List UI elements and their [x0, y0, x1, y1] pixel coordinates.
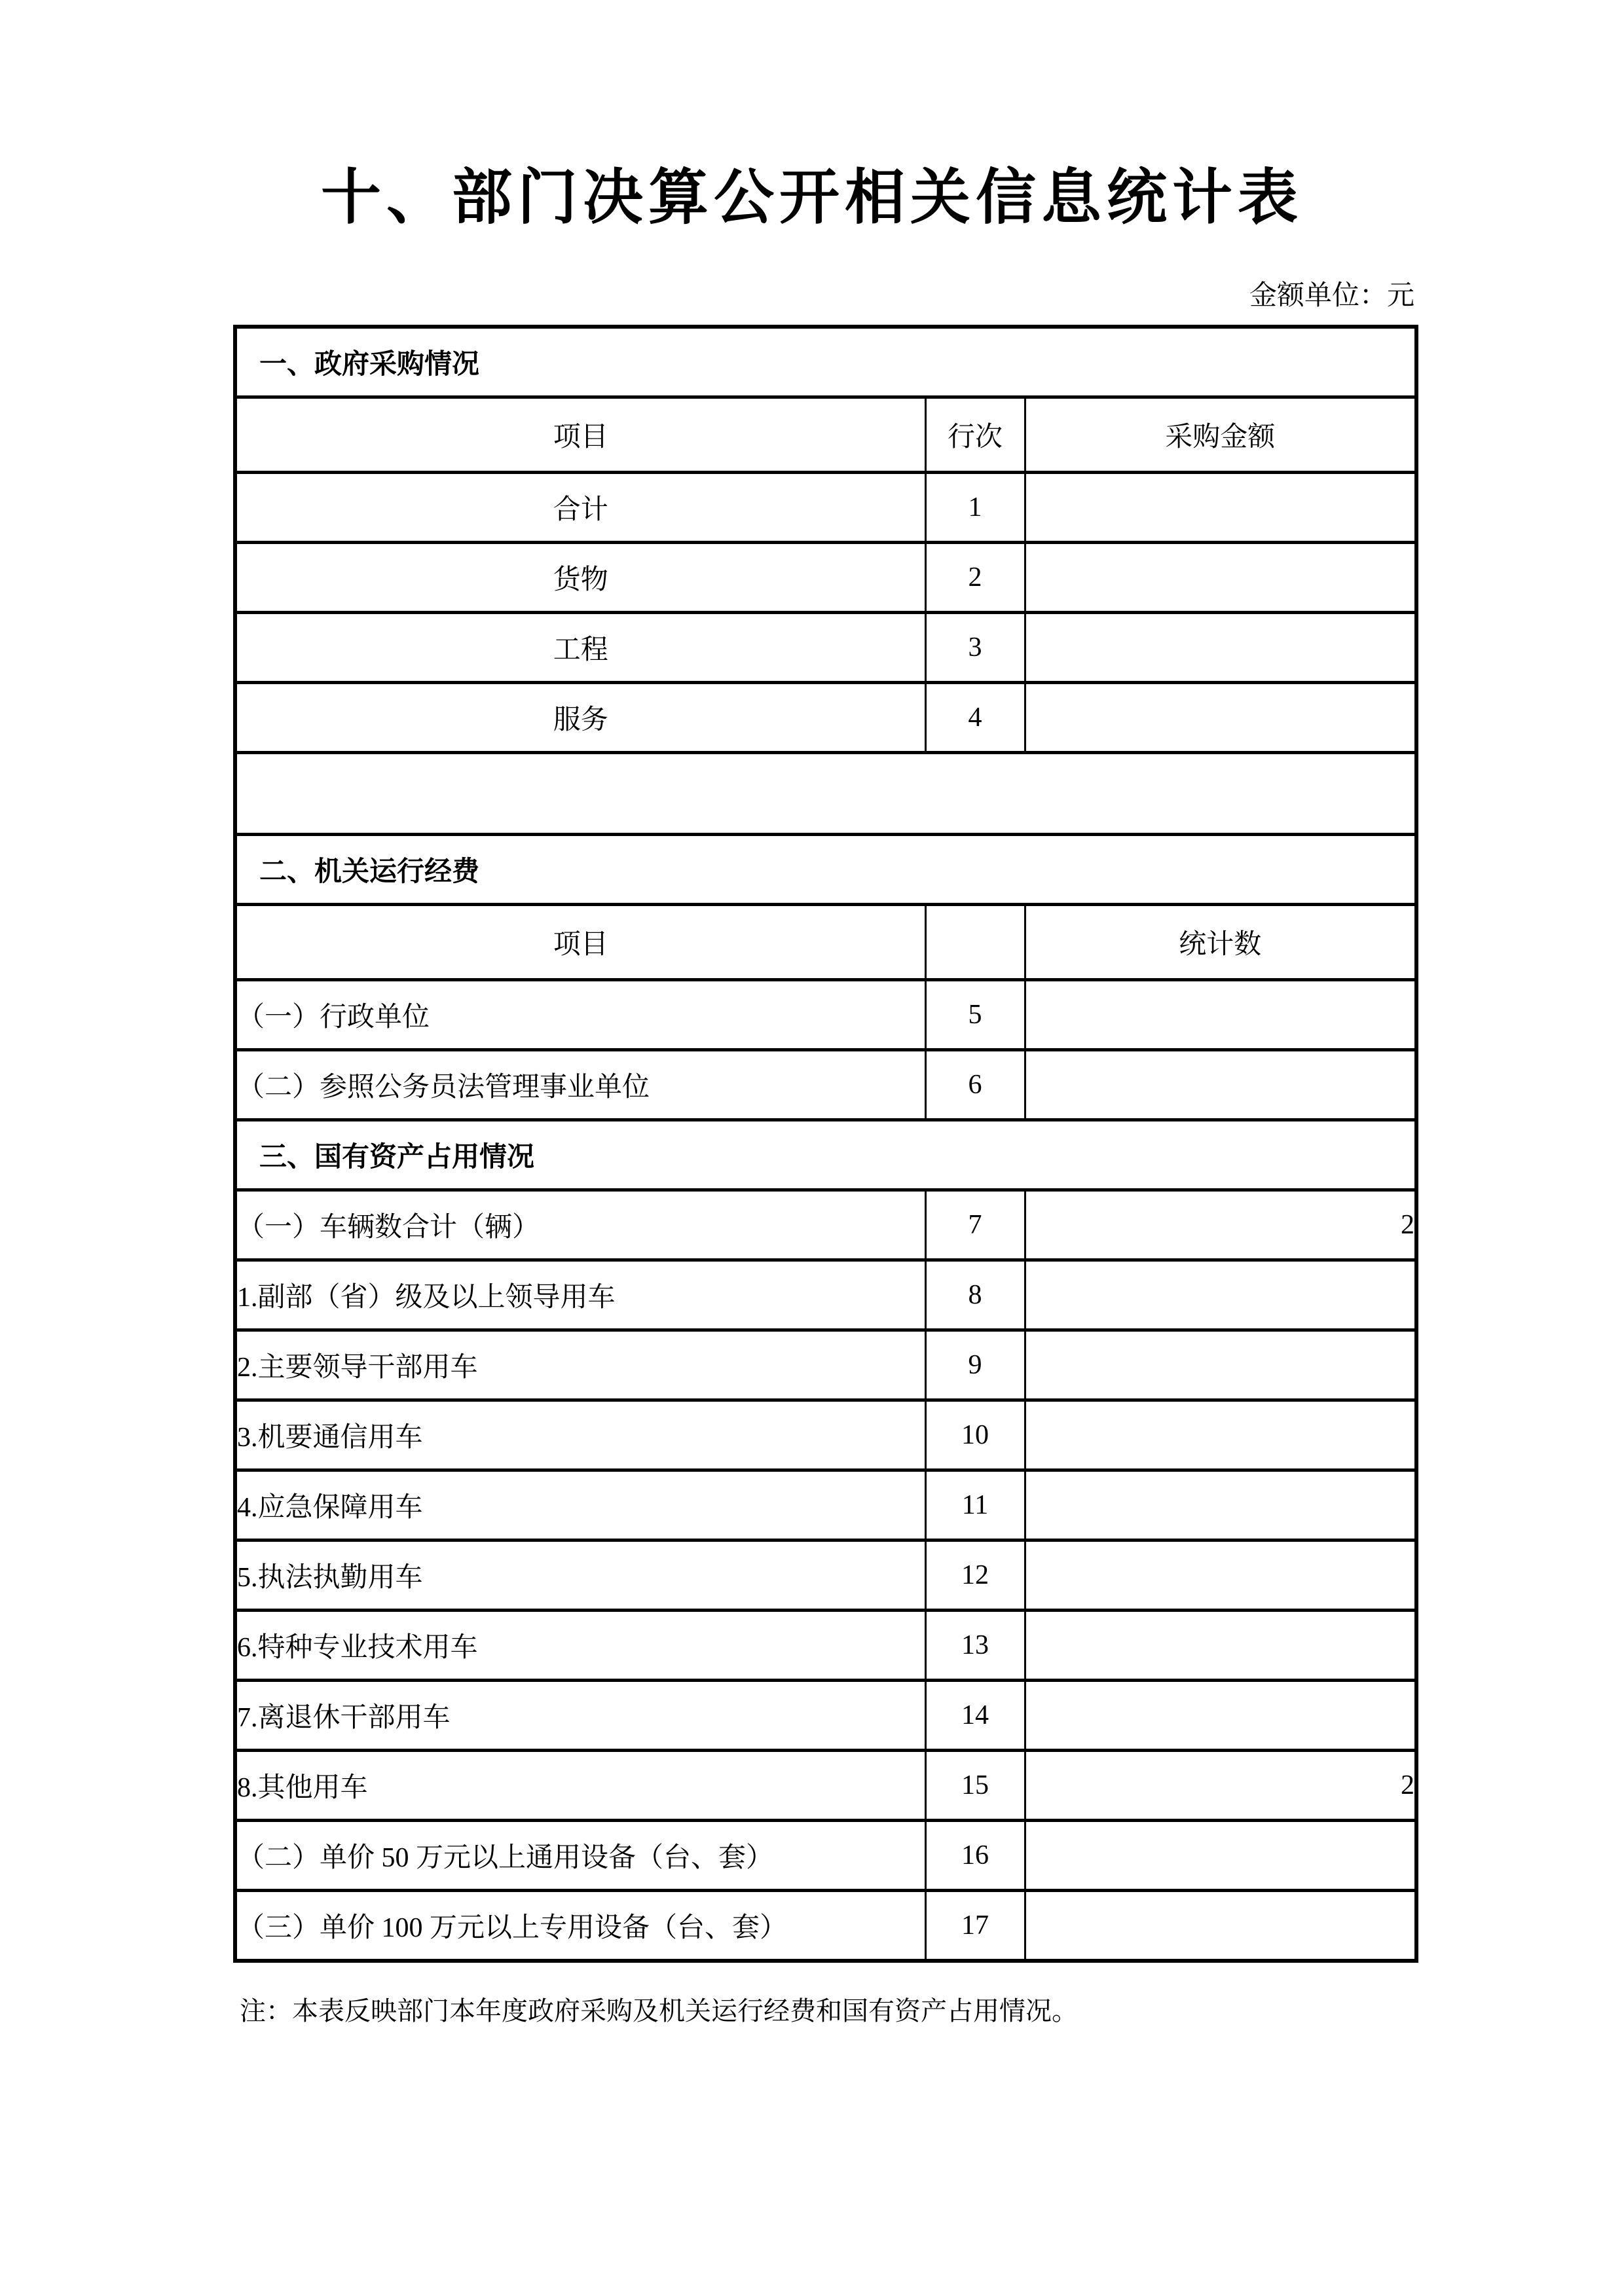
section-1-column-header-row: [235, 397, 1416, 472]
row-value: [1025, 1890, 1416, 1961]
table-row: [235, 1330, 1416, 1400]
row-line-number: 6: [925, 1049, 1025, 1120]
row-value: [1025, 612, 1416, 682]
row-line-number: 4: [925, 682, 1025, 752]
column-header-value: 统计数: [1025, 904, 1416, 979]
row-label: 1.副部（省）级及以上领导用车: [235, 1260, 925, 1330]
column-header-value: 采购金额: [1025, 397, 1416, 472]
row-line-number: 10: [925, 1400, 1025, 1470]
row-value: [1025, 542, 1416, 612]
row-label: 服务: [235, 682, 925, 752]
row-label: 3.机要通信用车: [235, 1400, 925, 1470]
table-row: [235, 1049, 1416, 1120]
table-row: [235, 1890, 1416, 1961]
row-label: （三）单价 100 万元以上专用设备（台、套）: [235, 1890, 925, 1961]
row-value: [1025, 472, 1416, 542]
table-row: [235, 1260, 1416, 1330]
row-line-number: 16: [925, 1820, 1025, 1890]
column-header-line: [925, 904, 1025, 979]
table-row: [235, 1750, 1416, 1820]
statistics-table: [233, 325, 1418, 1963]
table-row: [235, 1470, 1416, 1540]
footer-note: 注：本表反映部门本年度政府采购及机关运行经费和国有资产占用情况。: [240, 1995, 1078, 2026]
section-1-header: 一、政府采购情况: [235, 327, 1416, 397]
page-title: 十、部门决算公开相关信息统计表: [320, 164, 1303, 231]
row-label: 4.应急保障用车: [235, 1470, 925, 1540]
row-value: 2: [1025, 1190, 1416, 1260]
table-row: [235, 1820, 1416, 1890]
row-label: 合计: [235, 472, 925, 542]
row-label: 7.离退休干部用车: [235, 1680, 925, 1750]
row-line-number: 13: [925, 1610, 1025, 1680]
row-value: [1025, 1470, 1416, 1540]
row-line-number: 5: [925, 979, 1025, 1049]
column-header-item: 项目: [235, 397, 925, 472]
row-value: [1025, 1610, 1416, 1680]
row-label: 8.其他用车: [235, 1750, 925, 1820]
row-label: 6.特种专业技术用车: [235, 1610, 925, 1680]
column-header-item: 项目: [235, 904, 925, 979]
row-label: 货物: [235, 542, 925, 612]
row-value: [1025, 1540, 1416, 1610]
blank-cell: [235, 752, 1416, 834]
row-value: [1025, 1400, 1416, 1470]
section-2-column-header-row: [235, 904, 1416, 979]
row-value: [1025, 1680, 1416, 1750]
table-row: [235, 682, 1416, 752]
row-value: [1025, 682, 1416, 752]
table-row: [235, 1680, 1416, 1750]
table-row: [235, 612, 1416, 682]
row-label: 2.主要领导干部用车: [235, 1330, 925, 1400]
row-label: （二）参照公务员法管理事业单位: [235, 1049, 925, 1120]
section-2-header: 二、机关运行经费: [235, 834, 1416, 904]
row-label: （二）单价 50 万元以上通用设备（台、套）: [235, 1820, 925, 1890]
row-label: 5.执法执勤用车: [235, 1540, 925, 1610]
table-row: [235, 979, 1416, 1049]
row-line-number: 8: [925, 1260, 1025, 1330]
row-line-number: 3: [925, 612, 1025, 682]
column-header-line: 行次: [925, 397, 1025, 472]
table-row: [235, 1190, 1416, 1260]
amount-unit-label: 金额单位：元: [1249, 280, 1414, 311]
row-value: [1025, 1260, 1416, 1330]
table-row: [235, 1400, 1416, 1470]
row-value: 2: [1025, 1750, 1416, 1820]
row-line-number: 9: [925, 1330, 1025, 1400]
section-2-header-row: [235, 834, 1416, 904]
row-label: 工程: [235, 612, 925, 682]
table-row: [235, 542, 1416, 612]
table-row: [235, 1540, 1416, 1610]
row-value: [1025, 1820, 1416, 1890]
row-line-number: 17: [925, 1890, 1025, 1961]
row-line-number: 2: [925, 542, 1025, 612]
table-row: [235, 1610, 1416, 1680]
row-line-number: 15: [925, 1750, 1025, 1820]
row-label: （一）车辆数合计（辆）: [235, 1190, 925, 1260]
row-line-number: 7: [925, 1190, 1025, 1260]
section-1-header-row: [235, 327, 1416, 397]
row-line-number: 12: [925, 1540, 1025, 1610]
section-3-header: 三、国有资产占用情况: [235, 1120, 1416, 1190]
row-line-number: 11: [925, 1470, 1025, 1540]
section-3-header-row: [235, 1120, 1416, 1190]
row-value: [1025, 1049, 1416, 1120]
row-line-number: 1: [925, 472, 1025, 542]
row-line-number: 14: [925, 1680, 1025, 1750]
row-label: （一）行政单位: [235, 979, 925, 1049]
table-row: [235, 472, 1416, 542]
row-value: [1025, 979, 1416, 1049]
blank-row: [235, 752, 1416, 834]
row-value: [1025, 1330, 1416, 1400]
